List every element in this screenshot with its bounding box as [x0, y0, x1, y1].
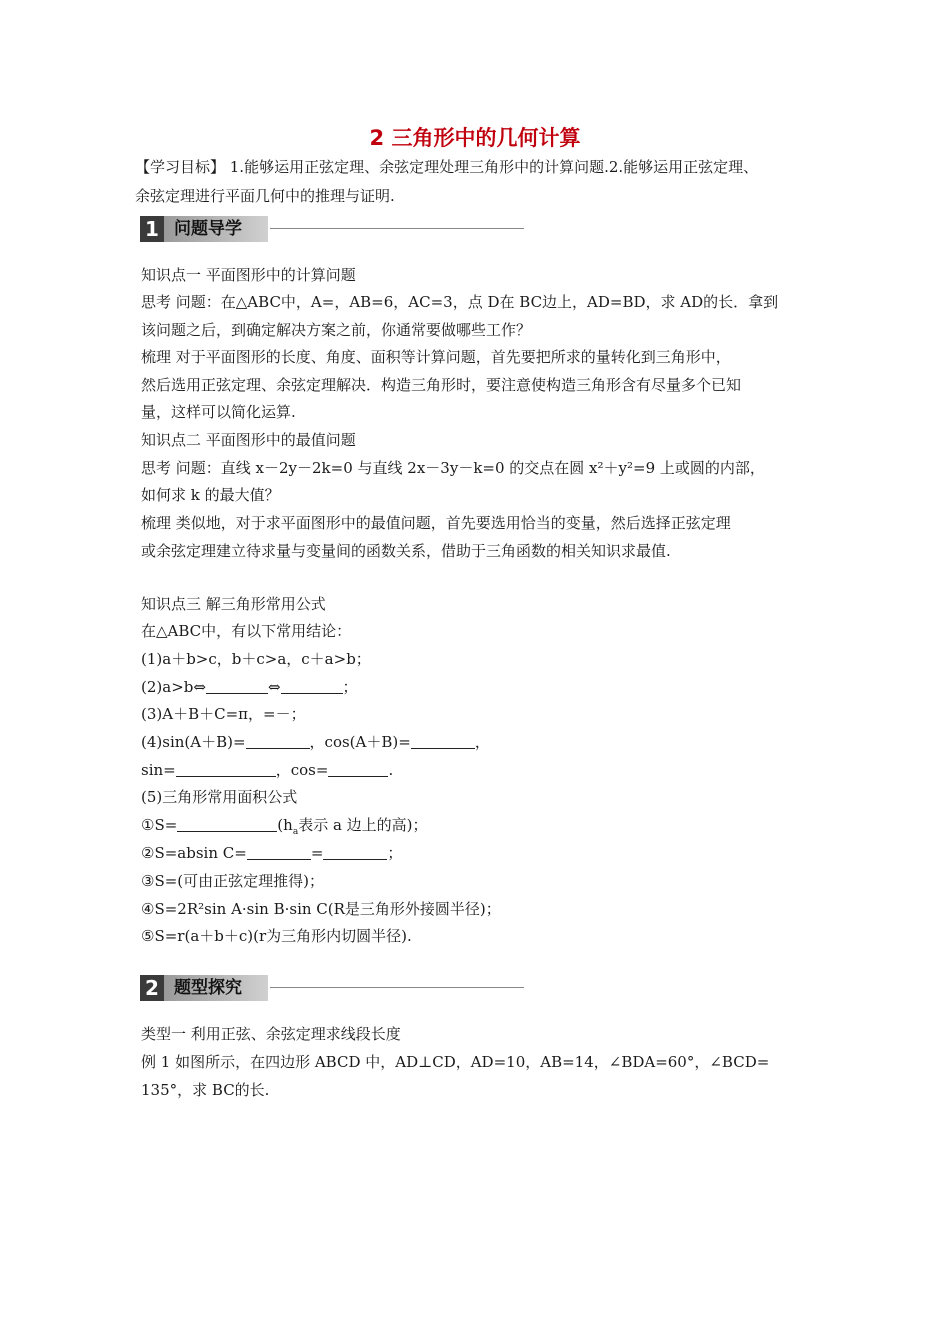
kp2-think-line2: 如何求 k 的最大值？ [141, 486, 280, 504]
kp2-heading: 知识点二 平面图形中的最值问题 [141, 431, 356, 449]
section-label: 题型探究 [164, 975, 268, 1001]
section-number: 1 [140, 216, 164, 242]
section-label: 问题导学 [164, 216, 268, 242]
area-formula-2-text-b: = [310, 844, 324, 862]
formula-2-text-a: (2)a>b⇔ [141, 678, 206, 696]
page-title: 2 三角形中的几何计算 [369, 126, 581, 150]
area-formula-2-text-c: ； [387, 844, 403, 862]
kp1-think-line2: 该问题之后，到确定解决方案之前，你通常要做哪些工作？ [141, 321, 532, 339]
formula-2 [141, 677, 831, 697]
kp1-sort-line2: 然后选用正弦定理、余弦定理解决．构造三角形时，要注意使构造三角形含有尽量多个已知 [141, 376, 742, 394]
kp1-sort-line3: 量，这样可以简化运算. [141, 403, 296, 421]
area-formula-1 [141, 815, 831, 842]
learning-goals-line2: 余弦定理进行平面几何中的推理与证明. [135, 187, 395, 205]
section-divider [270, 987, 524, 988]
formula-4b-text-b: ，cos= [275, 761, 329, 779]
area-formula-1-text-a: ①S= [141, 816, 178, 834]
formula-4-text-a: (4)sin(A＋B)= [141, 733, 246, 751]
section-header-1 [140, 216, 524, 242]
example1-line1: 例 1 如图所示，在四边形 ABCD 中，AD⊥CD，AD=10，AB=14，∠BDA=60°，∠BCD= [141, 1053, 770, 1071]
area-formula-4: ④S=2R²sin A·sin B·sin C(R是三角形外接圆半径)； [141, 900, 501, 918]
formula-2-text-c: ； [342, 678, 358, 696]
formula-4b-text-a: sin= [141, 761, 176, 779]
formula-4 [141, 732, 831, 752]
formula-1: (1)a＋b>c，b＋c>a，c＋a>b； [141, 650, 371, 668]
kp2-sort-line1: 梳理 类似地，对于求平面图形中的最值问题，首先要选用恰当的变量，然后选择正弦定理 [141, 514, 731, 532]
fill-blank[interactable] [323, 843, 387, 860]
formula-4-text-c: ， [474, 733, 490, 751]
formula-2-text-b: ⇔ [267, 678, 281, 696]
type1-heading: 类型一 利用正弦、余弦定理求线段长度 [141, 1025, 401, 1043]
kp3-heading: 知识点三 解三角形常用公式 [141, 595, 326, 613]
formula-4b [141, 760, 831, 780]
formula-3: (3)A＋B＋C=π，=－； [141, 705, 306, 723]
section-number: 2 [140, 975, 164, 1001]
kp3-intro: 在△ABC中，有以下常用结论： [141, 622, 352, 640]
kp2-sort-line2: 或余弦定理建立待求量与变量间的函数关系，借助于三角函数的相关知识求最值. [141, 542, 671, 560]
fill-blank[interactable] [328, 760, 388, 777]
kp2-think-line1: 思考 问题：直线 x－2y－2k=0 与直线 2x－3y－k=0 的交点在圆 x²＋y²=9 上或圆的内部， [141, 459, 765, 477]
formula-5-heading: (5)三角形常用面积公式 [141, 788, 298, 806]
area-formula-2 [141, 843, 831, 863]
fill-blank[interactable] [177, 815, 277, 832]
fill-blank[interactable] [206, 677, 268, 694]
learning-goals-line1: 【学习目标】 1.能够运用正弦定理、余弦定理处理三角形中的计算问题.2.能够运用正弦定理、 [135, 158, 759, 176]
section-header-2 [140, 975, 524, 1001]
fill-blank[interactable] [281, 677, 343, 694]
section-divider [270, 228, 524, 229]
kp1-think-line1: 思考 问题：在△ABC中，A=，AB=6，AC=3，点 D在 BC边上，AD=BD，求 AD的长．拿到 [141, 293, 779, 311]
area-formula-1-text-c: 表示 a 边上的高)； [298, 816, 428, 834]
formula-4-text-b: ，cos(A＋B)= [309, 733, 411, 751]
area-formula-1-text-b: (h [277, 816, 293, 834]
kp1-heading: 知识点一 平面图形中的计算问题 [141, 266, 356, 284]
area-formula-2-text-a: ②S=absin C= [141, 844, 247, 862]
fill-blank[interactable] [176, 760, 276, 777]
fill-blank[interactable] [411, 732, 475, 749]
fill-blank[interactable] [247, 843, 311, 860]
area-formula-5: ⑤S=r(a＋b＋c)(r为三角形内切圆半径). [141, 927, 412, 945]
example1-line2: 135°，求 BC的长. [141, 1081, 270, 1099]
formula-4b-text-c: . [388, 761, 394, 779]
kp1-sort-line1: 梳理 对于平面图形的长度、角度、面积等计算问题，首先要把所求的量转化到三角形中， [141, 348, 731, 366]
fill-blank[interactable] [246, 732, 310, 749]
area-formula-1-subscript: a [292, 827, 299, 837]
area-formula-3: ③S=(可由正弦定理推得)； [141, 872, 324, 890]
